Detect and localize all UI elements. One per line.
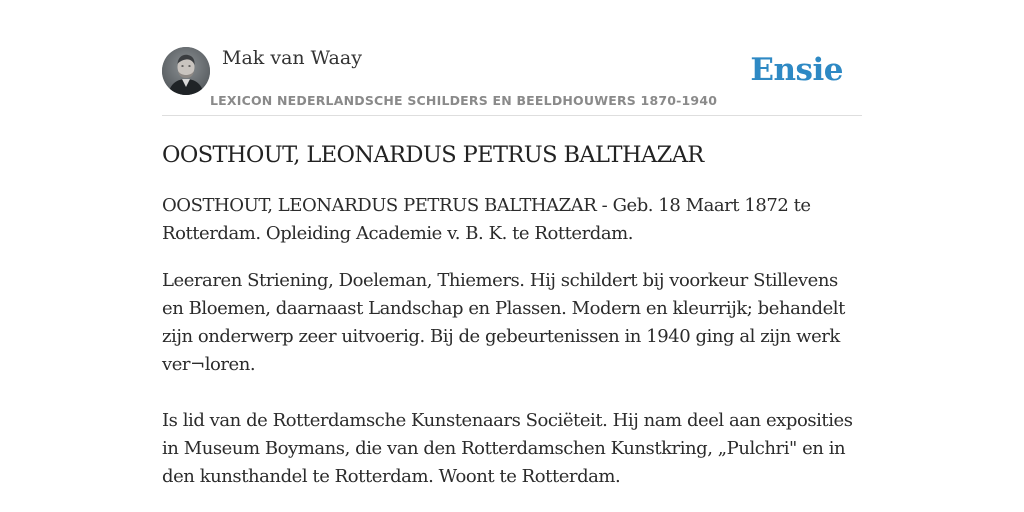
source-title[interactable]: LEXICON NEDERLANDSCHE SCHILDERS EN BEELDHOUWERS 1870-1940 [210,93,718,108]
article-paragraph-3: Is lid van de Rotterdamsche Kunstenaars Sociëteit. Hij nam deel aan exposities in Museum Boymans, die van den Rotterdamschen Kunstkring, „Pulchri" en in den kunsthandel te Rotterdam. Woont te Rotterdam. [162,410,853,487]
article-paragraph-2: Leeraren Striening, Doeleman, Thiemers. Hij schildert bij voorkeur Stillevens en Bloemen, daarnaast Landschap en Plassen. Modern en kleurrijk; behandelt zijn onderwerp zeer uitvoerig. Bij de gebeurtenissen in 1940 ging al zijn werk ver¬loren. [162,270,845,375]
author-portrait-icon [162,47,210,95]
article [162,138,862,491]
article-paragraph-1: OOSTHOUT, LEONARDUS PETRUS BALTHAZAR - Geb. 18 Maart 1872 te Rotterdam. Opleiding Academie v. B. K. te Rotterdam. [162,195,811,244]
ensie-logo[interactable]: Ensie [750,52,843,88]
article-title: OOSTHOUT, LEONARDUS PETRUS BALTHAZAR [162,142,704,168]
author-name[interactable]: Mak van Waay [222,47,362,69]
author-avatar[interactable] [162,47,210,95]
site-header [162,46,862,116]
